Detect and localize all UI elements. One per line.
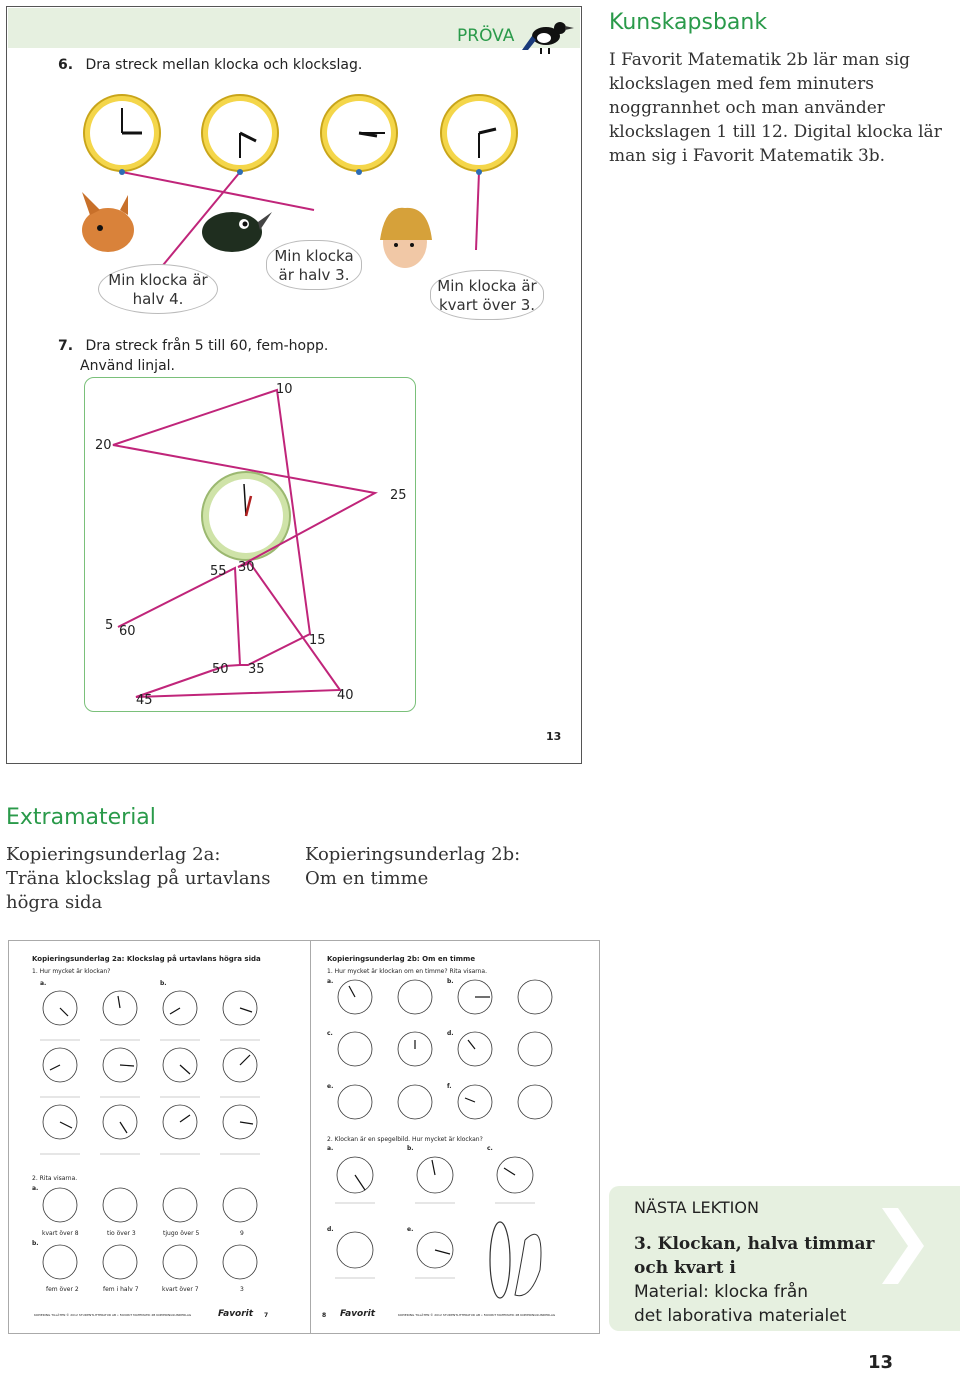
extra-left-line2: Träna klockslag på urtavlans (6, 868, 271, 889)
extramaterial-title: Extramaterial (6, 805, 156, 830)
star-num-45: 45 (136, 693, 153, 708)
sheet-a-footer: KOPIERING TILLÅTEN © 2012 STUDENTLITTERATUR AB • FAVORIT MATEMATIK 2B KOPIERINGSUNDERLAG (34, 1313, 192, 1317)
sheet-a-q2: 2. Rita visarna. (32, 1175, 78, 1182)
star-num-20: 20 (95, 438, 112, 453)
sheet-b-label-d: d. (447, 1030, 454, 1037)
bottom-page-number: 13 (868, 1352, 894, 1373)
sheet-b-q2-a: a. (327, 1145, 334, 1152)
next-lesson-material-1: Material: klocka från (634, 1282, 809, 1302)
star-num-40: 40 (337, 688, 354, 703)
mirror-squirrel-icon (490, 1222, 541, 1298)
sheet-b-q2: 2. Klockan är en spegelbild. Hur mycket är klockan? (327, 1136, 483, 1143)
star-num-35: 35 (248, 662, 265, 677)
bubble-text-1: Min klocka är halv 4. (108, 271, 208, 308)
sheet-b-q2-e: e. (407, 1226, 414, 1233)
task-7-line2: Använd linjal. (80, 358, 175, 374)
sheet-b-label-e: e. (327, 1083, 334, 1090)
sheet-a-rb-2: kvart över 7 (162, 1286, 199, 1293)
prova-label: PRÖVA (457, 26, 515, 46)
sheet-b-q1: 1. Hur mycket är klockan om en timme? Rita visarna. (327, 968, 488, 975)
next-lesson-title-1: 3. Klockan, halva timmar (634, 1234, 875, 1254)
star-num-50: 50 (212, 662, 229, 677)
sheet-b-label-b: b. (447, 978, 454, 985)
sheet-b-label-f: f. (447, 1083, 452, 1090)
task-6-number: 6. (58, 57, 74, 73)
next-lesson-material-2: det laborativa materialet (634, 1306, 847, 1326)
sheet-a-logo: Favorit (218, 1309, 254, 1319)
sheet-a-rb-3: 3 (240, 1286, 244, 1293)
sheet-b-label-a: a. (327, 978, 334, 985)
extra-right-line2: Om en timme (305, 868, 429, 889)
sheet-a-label-a: a. (40, 980, 47, 987)
kunskapsbank-title: Kunskapsbank (609, 10, 768, 35)
next-lesson-label: NÄSTA LEKTION (634, 1198, 759, 1217)
sheet-b-q2-d: d. (327, 1226, 334, 1233)
extra-left-line1: Kopieringsunderlag 2a: (6, 844, 221, 865)
sheet-a-label-b: b. (160, 980, 167, 987)
sheet-b-title: Kopieringsunderlag 2b: Om en timme (327, 955, 476, 963)
task-6-text: Dra streck mellan klocka och klockslag. (85, 57, 363, 73)
star-num-30: 30 (238, 560, 255, 575)
next-lesson-material (634, 1280, 846, 1328)
sheet-a-rb-0: fem över 2 (46, 1286, 79, 1293)
chevron-right-icon (880, 1206, 926, 1286)
next-lesson-title-2: och kvart i (634, 1258, 736, 1278)
bubble-text-3: Min klocka är kvart över 3. (437, 277, 537, 314)
star-num-5: 5 (105, 618, 114, 633)
sheet-b-q2-c: c. (487, 1145, 493, 1152)
sheet-a-rb-1: fem i halv 7 (103, 1286, 139, 1293)
task-7-line1: Dra streck från 5 till 60, fem-hopp. (85, 338, 329, 354)
star-num-15: 15 (309, 633, 326, 648)
extra-right-line1: Kopieringsunderlag 2b: (305, 844, 521, 865)
sheet-a-label-b2: b. (32, 1240, 39, 1247)
sheet-a-ra-2: tjugo över 5 (163, 1230, 200, 1237)
sheet-b-q2-b: b. (407, 1145, 414, 1152)
bubble-text-2: Min klocka är halv 3. (274, 247, 354, 284)
sheet-a-title: Kopieringsunderlag 2a: Klockslag på urtavlans högra sida (32, 955, 261, 963)
star-num-55: 55 (210, 564, 227, 579)
sheet-a-page: 7 (264, 1312, 269, 1319)
sheet-a-ra-1: tio över 3 (107, 1230, 136, 1237)
extra-left-line3: högra sida (6, 892, 103, 913)
sheet-a-q1: 1. Hur mycket är klockan? (32, 968, 111, 975)
sheet-b-label-c: c. (327, 1030, 333, 1037)
sheet-a-ra-3: 9 (240, 1230, 244, 1237)
page-number: 13 (546, 730, 562, 743)
kunskapsbank-body: I Favorit Matematik 2b lär man sig klockslagen med fem minuters noggrannhet och man använder klockslagen 1 till 12. Digital klocka lär man sig i Favorit Matematik 3b. (609, 50, 942, 166)
sheet-b-page: 8 (322, 1312, 327, 1319)
task-7-number: 7. (58, 338, 74, 354)
next-lesson-title (634, 1232, 874, 1280)
star-num-25: 25 (390, 488, 407, 503)
sheet-a-label-a2: a. (32, 1185, 39, 1192)
sheet-b-logo: Favorit (340, 1309, 376, 1319)
sheet-b-footer: KOPIERING TILLÅTEN © 2012 STUDENTLITTERATUR AB • FAVORIT MATEMATIK 2B KOPIERINGSUNDERLAG (398, 1313, 556, 1317)
star-num-60: 60 (119, 624, 136, 639)
star-num-10: 10 (276, 382, 293, 397)
sheet-a-ra-0: kvart över 8 (42, 1230, 79, 1237)
